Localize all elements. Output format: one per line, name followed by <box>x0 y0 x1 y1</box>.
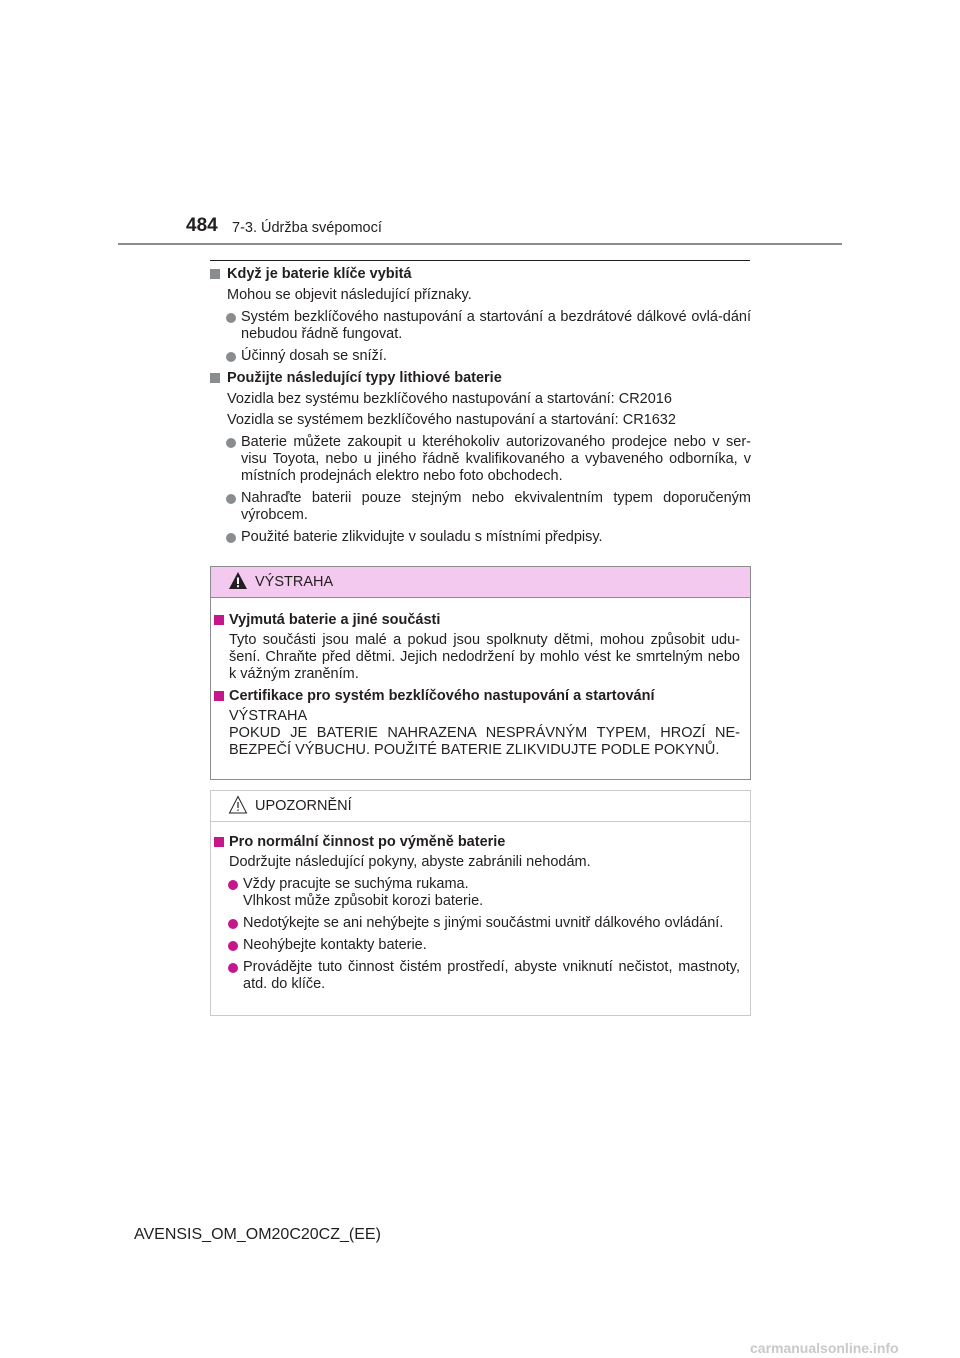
square-bullet-icon <box>214 691 224 701</box>
list-item: Neohýbejte kontakty baterie. <box>211 937 740 954</box>
warning-item-label: VÝSTRAHA <box>229 708 308 724</box>
caution-body <box>211 822 750 993</box>
warning-item-heading: Vyjmutá baterie a jiné součásti <box>211 612 740 629</box>
warning-header <box>211 567 750 598</box>
round-bullet-icon <box>228 919 238 929</box>
caution-box <box>210 790 751 1016</box>
section-title: 7-3. Údržba svépomocí <box>232 220 382 236</box>
warning-item-heading: Certifikace pro systém bezklíčového nastupování a startování <box>211 688 740 705</box>
main-content <box>210 266 751 546</box>
list-item: Vždy pracujte se suchýma rukama. Vlhkost může způsobit korozi baterie. <box>211 876 740 910</box>
warning-box <box>210 566 751 780</box>
watermark: carmanualsonline.info <box>750 1340 899 1356</box>
caution-triangle-icon <box>228 795 248 815</box>
caution-title: UPOZORNĚNÍ <box>255 798 352 814</box>
warning-body <box>211 598 750 759</box>
warning-item-text: Tyto součásti jsou malé a pokud jsou spolknuty dětmi, mohou způsobit udu-šení. Chraňte před dětmi. Jejich nedodržení by mohlo vést ke smrtelným nebo k vážným zraněním. <box>229 632 740 682</box>
caution-heading: Pro normální činnost po výměně baterie <box>211 834 740 851</box>
square-bullet-icon <box>210 373 220 383</box>
round-bullet-icon <box>226 313 236 323</box>
content-divider <box>210 260 750 261</box>
section-heading: Použijte následující typy lithiové baterie <box>210 370 751 387</box>
warning-triangle-icon <box>228 571 248 591</box>
list-item: Provádějte tuto činnost čistém prostředí, abyste vniknutí nečistot, mastnoty, atd. do klíče. <box>211 959 740 993</box>
round-bullet-icon <box>228 963 238 973</box>
square-bullet-icon <box>214 615 224 625</box>
round-bullet-icon <box>226 438 236 448</box>
round-bullet-icon <box>228 941 238 951</box>
list-item: Systém bezklíčového nastupování a startování a bezdrátové dálkové ovlá-dání nebudou řádně fungovat. <box>210 309 751 343</box>
warning-title: VÝSTRAHA <box>255 574 334 590</box>
header-divider <box>118 243 842 245</box>
page-number: 484 <box>186 215 218 236</box>
square-bullet-icon <box>210 269 220 279</box>
list-item: Účinný dosah se sníží. <box>210 348 751 365</box>
battery-type-line: Vozidla se systémem bezklíčového nastupování a startování: CR1632 <box>227 412 676 428</box>
document-code: AVENSIS_OM_OM20C20CZ_(EE) <box>134 1226 381 1243</box>
section-heading: Když je baterie klíče vybitá <box>210 266 751 283</box>
round-bullet-icon <box>226 494 236 504</box>
list-item: Nahraďte baterii pouze stejným nebo ekvivalentním typem doporučeným výrobcem. <box>210 490 751 524</box>
list-item: Baterie můžete zakoupit u kteréhokoliv autorizovaného prodejce nebo v ser-visu Toyota, nebo u jiného řádně kvalifikovaného a vybaveného odborníka, v místních prodejnách elektro nebo foto obchodech. <box>210 434 751 485</box>
list-item: Nedotýkejte se ani nehýbejte s jinými součástmi uvnitř dálkového ovládání. <box>211 915 740 932</box>
round-bullet-icon <box>226 533 236 543</box>
section-intro: Mohou se objevit následující příznaky. <box>227 287 472 303</box>
warning-item-text: POKUD JE BATERIE NAHRAZENA NESPRÁVNÝM TYPEM, HROZÍ NE-BEZPEČÍ VÝBUCHU. POUŽITÉ BATERIE ZLIKVIDUJTE PODLE POKYNŮ. <box>229 725 740 758</box>
battery-type-line: Vozidla bez systému bezklíčového nastupování a startování: CR2016 <box>227 391 672 407</box>
round-bullet-icon <box>226 352 236 362</box>
caution-intro: Dodržujte následující pokyny, abyste zabránili nehodám. <box>229 854 591 870</box>
square-bullet-icon <box>214 837 224 847</box>
round-bullet-icon <box>228 880 238 890</box>
caution-header <box>211 791 750 822</box>
list-item: Použité baterie zlikvidujte v souladu s místními předpisy. <box>210 529 751 546</box>
